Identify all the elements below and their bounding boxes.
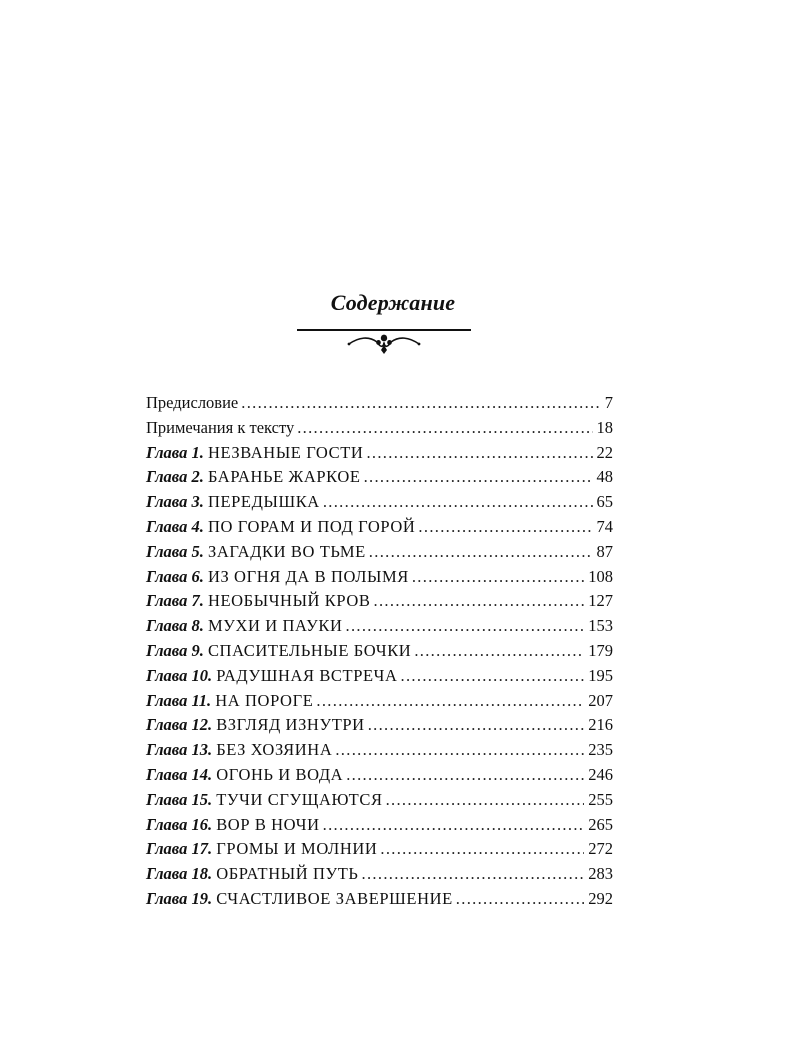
- dot-leader: [366, 441, 592, 466]
- entry-label: [146, 713, 365, 738]
- entry-title: БЕЗ ХОЗЯИНА: [216, 740, 333, 760]
- entry-label: [146, 788, 383, 813]
- page-number: 179: [588, 640, 613, 660]
- entry-label: [146, 589, 371, 614]
- page-number: 18: [596, 417, 613, 437]
- entry-title: НЕОБЫЧНЫЙ КРОВ: [207, 591, 371, 611]
- page-number: 235: [588, 740, 613, 760]
- entry-title: СЧАСТЛИВОЕ ЗАВЕРШЕНИЕ: [216, 888, 453, 908]
- dot-leader: [369, 540, 593, 565]
- chapter-number: Глава 4.: [146, 516, 204, 536]
- chapter-number: Глава 11.: [146, 690, 212, 710]
- entry-label: [146, 862, 359, 887]
- entry-title: Примечания к тексту: [146, 417, 295, 437]
- entry-label: [146, 391, 238, 416]
- toc-entry[interactable]: [146, 614, 613, 639]
- entry-title: ЗАГАДКИ ВО ТЬМЕ: [207, 541, 366, 561]
- dot-leader: [316, 689, 584, 714]
- page-number: 65: [596, 492, 613, 512]
- page-number: 153: [588, 616, 613, 636]
- page-number: 265: [588, 814, 613, 834]
- entry-label: [146, 540, 366, 565]
- page-number: 255: [588, 789, 613, 809]
- page-number: 195: [588, 665, 613, 685]
- entry-label: [146, 639, 411, 664]
- entry-title: ПО ГОРАМ И ПОД ГОРОЙ: [207, 516, 416, 536]
- chapter-number: Глава 9.: [146, 640, 204, 660]
- toc-entry[interactable]: [146, 738, 613, 763]
- toc-entry[interactable]: [146, 862, 613, 887]
- toc-entry[interactable]: [146, 713, 613, 738]
- chapter-number: Глава 7.: [146, 591, 204, 611]
- entry-label: [146, 416, 294, 441]
- toc-entry[interactable]: [146, 441, 613, 466]
- entry-title: ВОР В НОЧИ: [216, 814, 320, 834]
- dot-leader: [364, 465, 593, 490]
- chapter-number: Глава 10.: [146, 665, 213, 685]
- entry-label: [146, 614, 343, 639]
- chapter-number: Глава 16.: [146, 814, 213, 834]
- page-number: 292: [588, 888, 613, 908]
- chapter-number: Глава 2.: [146, 467, 204, 487]
- entry-label: [146, 837, 377, 862]
- chapter-number: Глава 1.: [146, 442, 204, 462]
- entry-title: БАРАНЬЕ ЖАРКОЕ: [207, 467, 361, 487]
- entry-label: [146, 738, 332, 763]
- page-number: 127: [588, 591, 613, 611]
- entry-label: [146, 490, 320, 515]
- page-number: 87: [596, 541, 613, 561]
- chapter-number: Глава 18.: [146, 864, 213, 884]
- entry-title: МУХИ И ПАУКИ: [207, 616, 343, 636]
- chapter-number: Глава 6.: [146, 566, 204, 586]
- toc-entry[interactable]: [146, 689, 613, 714]
- chapter-number: Глава 3.: [146, 492, 204, 512]
- toc-entry[interactable]: [146, 837, 613, 862]
- entry-title: ПЕРЕДЫШКА: [207, 492, 320, 512]
- page-number: 22: [596, 442, 613, 462]
- entry-title: РАДУШНАЯ ВСТРЕЧА: [216, 665, 398, 685]
- toc-entry[interactable]: [146, 540, 613, 565]
- entry-label: [146, 689, 313, 714]
- toc-entry[interactable]: [146, 565, 613, 590]
- entry-title: ОГОНЬ И ВОДА: [216, 764, 344, 784]
- entry-title: НЕЗВАНЫЕ ГОСТИ: [207, 442, 364, 462]
- chapter-number: Глава 8.: [146, 616, 204, 636]
- entry-label: [146, 813, 320, 838]
- entry-label: [146, 664, 398, 689]
- entry-title: ГРОМЫ И МОЛНИИ: [216, 839, 378, 859]
- page-number: 48: [596, 467, 613, 487]
- dot-leader: [412, 565, 584, 590]
- toc-entry[interactable]: [146, 490, 613, 515]
- dot-leader: [414, 639, 584, 664]
- chapter-number: Глава 5.: [146, 541, 204, 561]
- chapter-number: Глава 14.: [146, 764, 213, 784]
- entry-title: ОБРАТНЫЙ ПУТЬ: [216, 864, 359, 884]
- page-number: 7: [604, 393, 613, 412]
- page-number: 207: [588, 690, 613, 710]
- toc-entry[interactable]: [146, 515, 613, 540]
- dot-leader: [418, 515, 592, 540]
- toc-entry[interactable]: [146, 589, 613, 614]
- dot-leader: [386, 788, 585, 813]
- entry-title: ВЗГЛЯД ИЗНУТРИ: [216, 715, 365, 735]
- entry-label: [146, 887, 453, 912]
- dot-leader: [374, 589, 585, 614]
- chapter-number: Глава 19.: [146, 888, 213, 908]
- entry-title: ТУЧИ СГУЩАЮТСЯ: [216, 789, 383, 809]
- dot-leader: [368, 713, 585, 738]
- dot-leader: [346, 614, 585, 639]
- toc-entry[interactable]: [146, 465, 613, 490]
- dot-leader: [323, 813, 585, 838]
- chapter-number: Глава 12.: [146, 715, 213, 735]
- page-number: 272: [588, 839, 613, 859]
- chapter-number: Глава 13.: [146, 740, 213, 760]
- dot-leader: [456, 887, 584, 912]
- entry-title: НА ПОРОГЕ: [215, 690, 314, 710]
- dot-leader: [241, 391, 601, 416]
- toc-entry[interactable]: [146, 887, 613, 912]
- entry-label: [146, 565, 409, 590]
- page-number: 283: [588, 864, 613, 884]
- chapter-number: Глава 15.: [146, 789, 213, 809]
- toc-entry[interactable]: [146, 416, 613, 441]
- dot-leader: [297, 416, 592, 441]
- entry-label: [146, 763, 343, 788]
- dot-leader: [362, 862, 585, 887]
- toc-entry[interactable]: [146, 639, 613, 664]
- toc-entry[interactable]: [146, 788, 613, 813]
- page-number: 246: [588, 764, 613, 784]
- dot-leader: [335, 738, 584, 763]
- toc-entry[interactable]: [146, 664, 613, 689]
- page-number: 108: [588, 566, 613, 586]
- dot-leader: [380, 837, 584, 862]
- dot-leader: [401, 664, 585, 689]
- entry-label: [146, 465, 361, 490]
- page-number: 216: [588, 715, 613, 735]
- flourish-divider-icon: [297, 324, 471, 358]
- toc-heading: Содержание: [330, 290, 456, 315]
- entry-label: [146, 441, 363, 466]
- toc-list: [146, 391, 613, 912]
- chapter-number: Глава 17.: [146, 839, 213, 859]
- toc-entry[interactable]: [146, 813, 613, 838]
- toc-entry[interactable]: [146, 763, 613, 788]
- dot-leader: [323, 490, 593, 515]
- page-number: 74: [596, 516, 613, 536]
- entry-label: [146, 515, 415, 540]
- entry-title: СПАСИТЕЛЬНЫЕ БОЧКИ: [207, 640, 412, 660]
- entry-title: ИЗ ОГНЯ ДА В ПОЛЫМЯ: [207, 566, 409, 586]
- toc-entry[interactable]: [146, 391, 613, 416]
- dot-leader: [346, 763, 584, 788]
- entry-title: Предисловие: [146, 393, 239, 412]
